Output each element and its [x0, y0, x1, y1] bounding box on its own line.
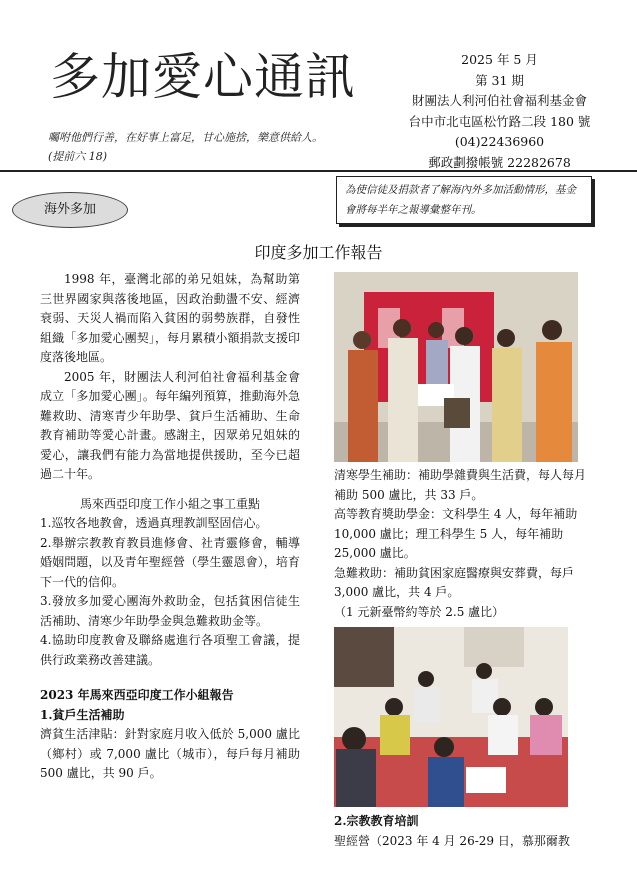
verse-reference: (提前六 18) — [48, 150, 108, 163]
scholarship-text: 高等教育獎助學金：文科學生 4 人，每年補助 10,000 盧比；理工科學生 5 人，每年補助 25,000 盧比。 — [334, 507, 578, 560]
poverty-aid-heading: 1.貧戶生活補助 — [40, 707, 125, 722]
right-column-continued — [334, 812, 594, 851]
photo-bible-class — [334, 627, 568, 807]
right-column — [334, 466, 594, 622]
newsletter-title: 多加愛心通訊 — [50, 48, 356, 106]
left-column — [40, 270, 300, 784]
section-label: 海外多加 — [12, 192, 128, 228]
religious-training-text: 聖經營（2023 年 4 月 26-29 日，慕那爾教 — [334, 833, 570, 848]
intro-paragraph-1: 1998 年，臺灣北部的弟兄姐妹，為幫助第三世界國家與落後地區，因政治動盪不安、經濟衰弱、天災人禍而陷入貧困的弱勢族群，自發性組織「多加愛心團契」，每月累積小額捐款支援印度落後地區。 — [40, 272, 300, 364]
religious-training-heading: 2.宗教教育培訓 — [334, 814, 419, 828]
organization-address: 台中市北屯區松竹路二段 180 號 — [408, 113, 591, 129]
intro-paragraph-2: 2005 年，財團法人利河伯社會福利基金會成立「多加愛心團」。每年編列預算，推動海外急難救助、清寒青少年助學、貧戶生活補助、生命教育補助等愛心計畫。感謝主，因眾弟兄姐妹的愛心，讓我們有能力為當地提供援助，至今已超過二十年。 — [40, 369, 300, 481]
report-heading: 2023 年馬來西亞印度工作小組報告 — [40, 688, 234, 702]
postal-account: 郵政劃撥帳號 22282678 — [428, 154, 571, 170]
focus-item: 4.協助印度教會及聯絡處進行各項聖工會議，提供行政業務改善建議。 — [40, 633, 300, 667]
focus-item: 2.舉辦宗教教育教員進修會、社青靈修會，輔導婚姻問題，以及青年聖經營（學生靈恩會），培育下一代的信仰。 — [40, 535, 300, 589]
header-divider — [0, 170, 637, 172]
focus-item: 1.巡牧各地教會，透過真理教訓堅固信心。 — [40, 516, 268, 530]
poverty-aid-text: 濟貧生活津貼：針對家庭月收入低於 5,000 盧比（鄉村）或 7,000 盧比（城市），每戶每月補助 500 盧比，共 90 戶。 — [40, 727, 300, 780]
exchange-rate-note: （1 元新臺幣約等於 2.5 盧比） — [334, 604, 505, 619]
issue-number: 第 31 期 — [475, 72, 524, 88]
student-aid-text: 清寒學生補助：補助學雜費與生活費，每人每月補助 500 盧比，共 33 戶。 — [334, 468, 587, 502]
issue-info — [392, 50, 607, 173]
report-title: 印度多加工作報告 — [254, 243, 383, 262]
notice-box: 為使信徒及捐款者了解海內外多加活動情形，基金會將每半年之報導彙整年刊。 — [336, 176, 592, 224]
issue-date: 2025 年 5 月 — [461, 52, 538, 67]
focus-item: 3.發放多加愛心團海外救助金，包括貧困信徒生活補助、清寒少年助學金與急難救助金等。 — [40, 594, 300, 628]
verse-text: 囑咐他們行善，在好事上富足，甘心施捨，樂意供給人。 — [48, 131, 323, 144]
emergency-aid-text: 急難救助：補助貧困家庭醫療與安葬費，每戶 3,000 盧比，共 4 戶。 — [334, 565, 575, 599]
bible-verse — [48, 128, 378, 166]
organization-phone: (04)22436960 — [454, 134, 545, 149]
focus-subhead: 馬來西亞印度工作小組之事工重點 — [79, 496, 260, 511]
photo-aid-handover — [334, 272, 578, 462]
organization-name: 財團法人利河伯社會福利基金會 — [411, 93, 587, 108]
